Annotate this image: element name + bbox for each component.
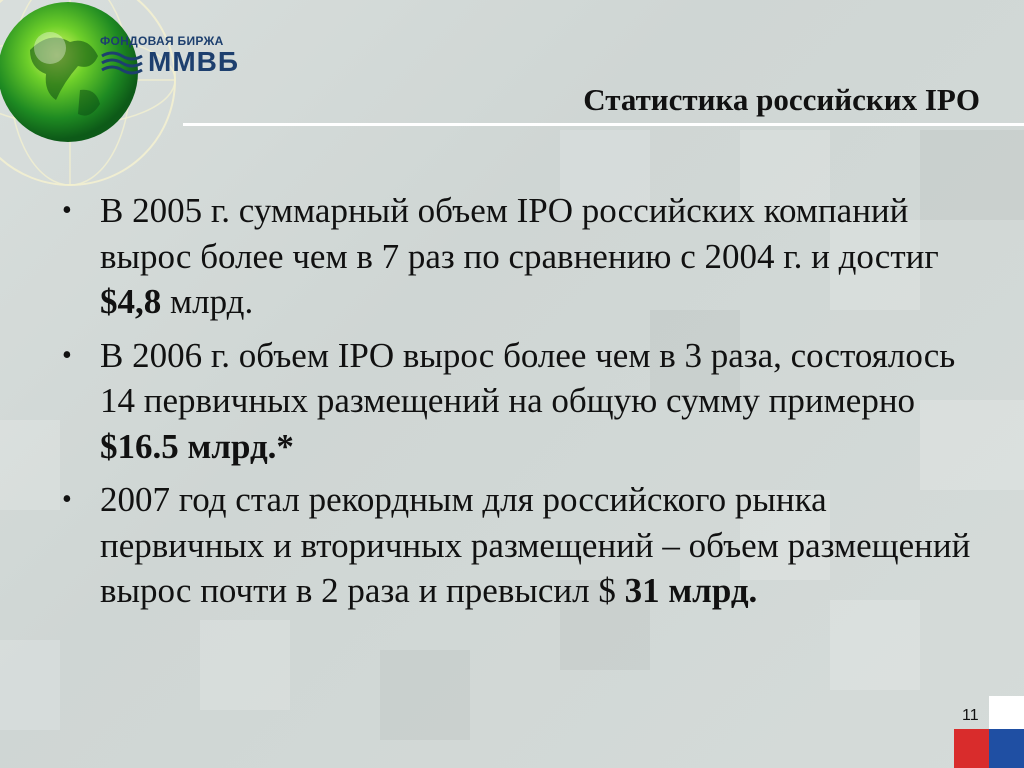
slide-title: Статистика российских IPO xyxy=(583,82,980,117)
bullet-item xyxy=(62,188,982,325)
bullet-text: 2007 год стал рекордным для российского рынка первичных и вторичных размещений – объем размещений вырос почти в 2 раза и превысил $ xyxy=(100,480,971,610)
logo-top-text: ФОНДОВАЯ БИРЖА xyxy=(100,34,224,48)
bullet-item xyxy=(62,333,982,470)
russian-flag-decoration xyxy=(954,696,1024,768)
logo-mark-icon xyxy=(100,50,144,76)
title-divider xyxy=(183,123,1024,126)
bullet-text: В 2005 г. суммарный объем IPO российских компаний вырос более чем в 7 раз по сравнению с 2004 г. и достиг xyxy=(100,191,939,276)
bullet-item xyxy=(62,477,982,614)
flag-white-block xyxy=(989,696,1024,729)
flag-blue-block xyxy=(989,729,1024,768)
bullet-highlight: $16.5 млрд.* xyxy=(100,426,294,466)
bullet-text: В 2006 г. объем IPO вырос более чем в 3 раза, состоялось 14 первичных размещений на общую сумму примерно xyxy=(100,335,956,420)
moex-logo xyxy=(100,34,270,78)
globe-icon xyxy=(0,0,190,200)
flag-red-block xyxy=(954,729,989,768)
bullet-text-tail: млрд. xyxy=(161,282,254,321)
bullet-marker: • xyxy=(62,339,72,371)
bullet-marker: • xyxy=(62,195,72,226)
page-number: 11 xyxy=(962,707,979,724)
bullet-list xyxy=(62,188,982,622)
bullet-marker: • xyxy=(62,484,72,515)
bullet-highlight: 31 млрд. xyxy=(624,571,758,610)
bullet-highlight: $4,8 xyxy=(100,282,162,321)
logo-main-text: ММВБ xyxy=(148,46,239,77)
